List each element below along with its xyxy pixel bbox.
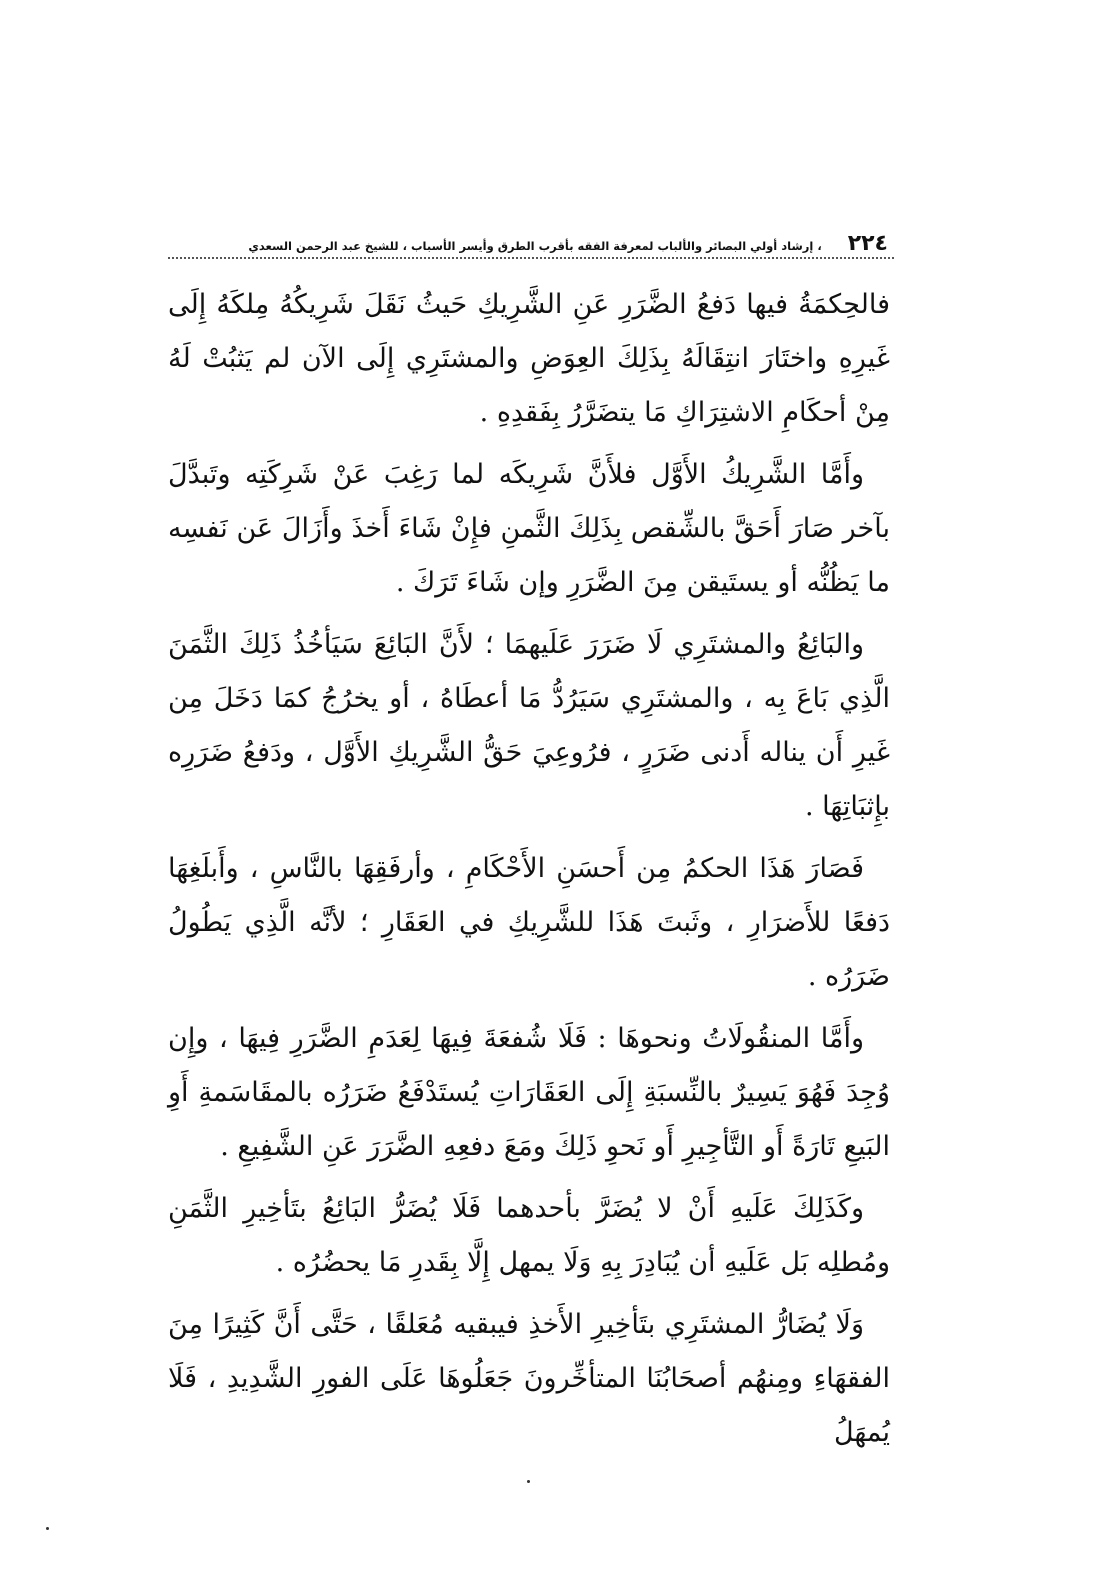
running-header: [168, 225, 888, 255]
page-number: ٢٢٤: [847, 231, 888, 256]
paragraph: وأَمَّا الشَّرِيكُ الأَوَّل فلأَنَّ شَرِيكَه لما رَغِبَ عَنْ شَرِكَتِه وتَبدَّلَ بآخر صَارَ أَحَقَّ بالشِّقص بِذَلِكَ الثَّمنِ فإِنْ شَاءَ أَخذَ وأَزَالَ عَن نَفسِه ما يَظُنُّه أو يستَيقن مِنَ الضَّرَرِ وإن شَاءَ تَرَكَ .: [168, 459, 890, 598]
scan-speck: [527, 1480, 530, 1483]
paragraph: فَصَارَ هَذَا الحكمُ مِن أَحسَنِ الأَحْكَامِ ، وأرفَقِهَا بالنَّاسِ ، وأَبلَغِهَا دَفعًا للأَضرَارِ ، وثَبتَ هَذَا للشَّرِيكِ في العَقَارِ ؛ لأنَّه الَّذِي يَطُولُ ضَرَرُه .: [168, 853, 890, 992]
paragraph: والبَائِعُ والمشتَرِي لَا ضَرَرَ عَلَيهمَا ؛ لأَنَّ البَائِعَ سَيَأخُذُ ذَلِكَ الثَّمَنَ الَّذِي بَاعَ بِه ، والمشتَرِي سَيَرُدُّ مَا أعطَاهُ ، أو يخرُجُ كمَا دَخَلَ مِن غَيرِ أَن يناله أَدنى ضَرَرٍ ، فرُوعِيَ حَقُّ الشَّرِيكِ الأَوَّل ، ودَفعُ ضَرَرِه بإِثبَاتِهَا .: [168, 629, 890, 822]
paragraph: فالحِكمَةُ فيها دَفعُ الضَّرَرِ عَنِ الشَّرِيكِ حَيثُ نَقَلَ شَرِيكُهُ مِلكَهُ إِلَى غَيرِهِ واختَارَ انتِقَالَهُ بِذَلِكَ العِوَضِ والمشتَرِي إِلَى الآن لم يَثبُتْ لَهُ مِنْ أحكَامِ الاشتِرَاكِ مَا يتضَرَّرُ بِفَقدِهِ .: [168, 289, 890, 428]
paragraph: وكَذَلِكَ عَلَيهِ أَنْ لا يُضَرَّ بأحدهما فَلَا يُضَرُّ البَائِعُ بتَأخِيرِ الثَّمَنِ ومُطلِه بَل عَلَيهِ أن يُبَادِرَ بِهِ وَلَا يمهل إِلَّا بِقَدرِ مَا يحضُرُه .: [168, 1193, 890, 1278]
paragraph: وَلَا يُضَارُّ المشتَرِي بتَأخِيرِ الأَخذِ فيبقيه مُعَلقًا ، حَتَّى أَنَّ كَثِيرًا مِنَ الفقهَاءِ ومِنهُم أصحَابُنَا المتأخِّرونَ جَعَلُوهَا عَلَى الفورِ الشَّدِيدِ ، فَلَا يُمهَلُ: [168, 1309, 890, 1448]
main-text: [168, 278, 890, 1468]
paragraph: وأَمَّا المنقُولَاتُ ونحوهَا : فَلَا شُفعَةَ فِيهَا لِعَدَمِ الضَّرَرِ فِيهَا ، وإِن وُجِدَ فَهُوَ يَسِيرٌ بالنِّسبَةِ إِلَى العَقَارَاتِ يُستَدْفَعُ ضَرَرُه بالمقَاسَمةِ أَوِ البَيعِ تَارَةً أَو التَّأجِيرِ أَو نَحوِ ذَلِكَ ومَعَ دفعِهِ الضَّرَرَ عَنِ الشَّفِيعِ .: [168, 1023, 890, 1162]
book-title-header: ، إرشاد أولي البصائر والألباب لمعرفة الفقه بأقرب الطرق وأيسر الأسباب ، للشيخ عبد الرحمن السعدي: [248, 238, 822, 253]
scan-speck: [46, 1527, 49, 1530]
header-divider: [168, 257, 894, 259]
